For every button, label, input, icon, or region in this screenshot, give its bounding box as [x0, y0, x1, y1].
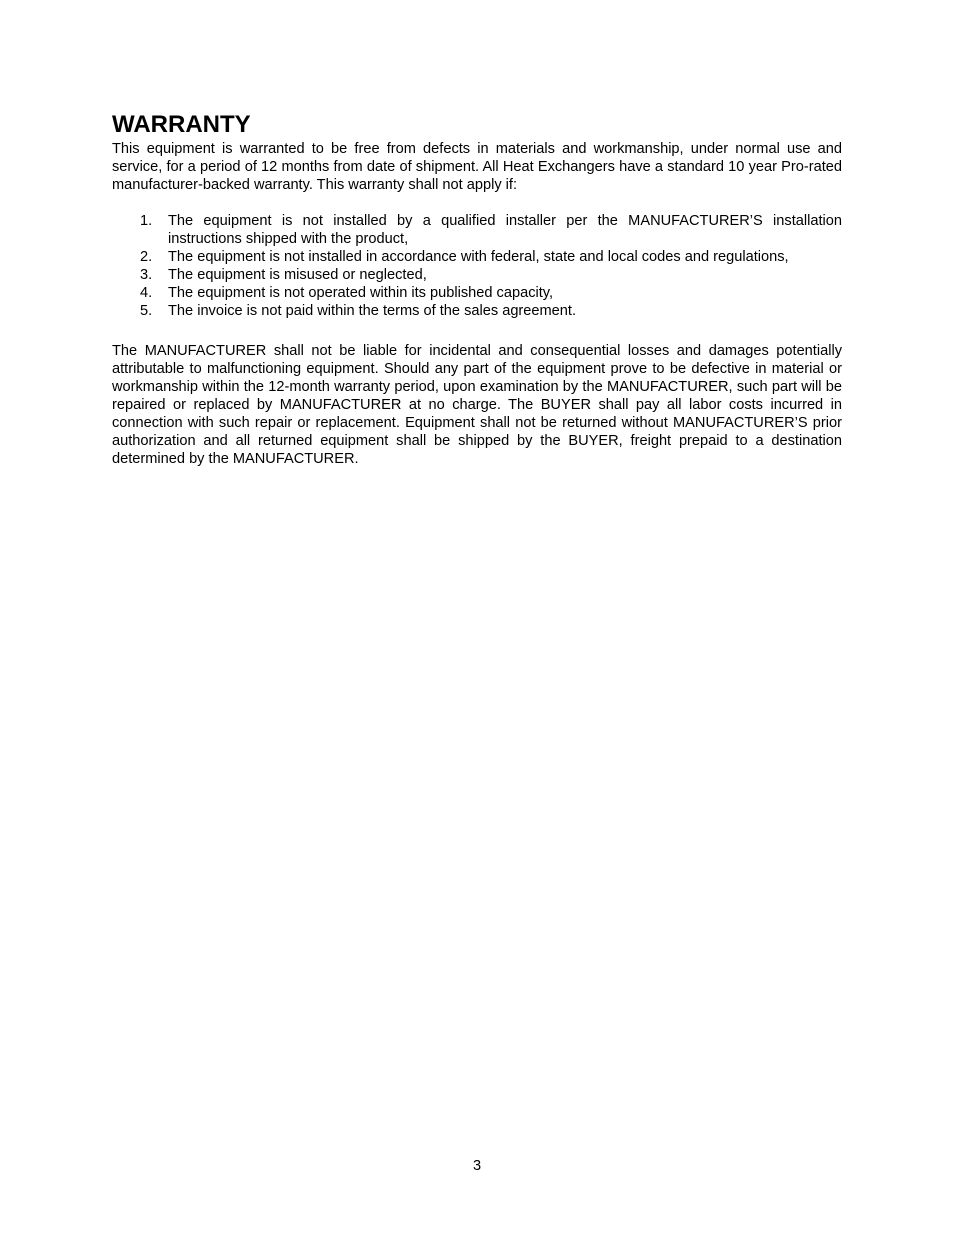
- list-item-text: The invoice is not paid within the terms of the sales agreement.: [168, 303, 577, 319]
- warranty-intro: This equipment is warranted to be free from defects in materials and workmanship, under normal use and service, for a period of 12 months from date of shipment. All Heat Exchangers have a standard 10 year Pro-rated manufacturer-backed warranty. This warranty shall not apply if:: [112, 141, 842, 193]
- list-item-number: 5.: [140, 303, 153, 319]
- list-item-number: 3.: [140, 267, 153, 283]
- list-item-text: The equipment is not installed by a qualified installer per the MANUFACTURER’S installation instructions shipped with the product,: [168, 213, 842, 247]
- list-item: [112, 302, 842, 320]
- list-item: [112, 212, 842, 248]
- list-item: [112, 284, 842, 302]
- warranty-conditions-list: [112, 212, 842, 320]
- list-item-number: 2.: [140, 249, 153, 265]
- list-item-text: The equipment is misused or neglected,: [168, 267, 427, 283]
- page-number: 3: [472, 1158, 482, 1174]
- list-item-number: 4.: [140, 285, 153, 301]
- list-item: [112, 266, 842, 284]
- page-title: WARRANTY: [112, 111, 251, 138]
- liability-paragraph: The MANUFACTURER shall not be liable for incidental and consequential losses and damages potentially attributable to malfunctioning equipment. Should any part of the equipment prove to be defective in material or workmanship within the 12-month warranty period, upon examination by the MANUFACTURER, such part will be repaired or replaced by MANUFACTURER at no charge. The BUYER shall pay all labor costs incurred in connection with such repair or replacement. Equipment shall not be returned without MANUFACTURER’S prior authorization and all returned equipment shall be shipped by the BUYER, freight prepaid to a destination determined by the MANUFACTURER.: [112, 343, 842, 467]
- list-item-text: The equipment is not operated within its published capacity,: [168, 285, 554, 301]
- list-item-number: 1.: [140, 213, 153, 229]
- list-item-text: The equipment is not installed in accordance with federal, state and local codes and regulations,: [168, 249, 789, 265]
- document-page: [112, 110, 842, 468]
- list-item: [112, 248, 842, 266]
